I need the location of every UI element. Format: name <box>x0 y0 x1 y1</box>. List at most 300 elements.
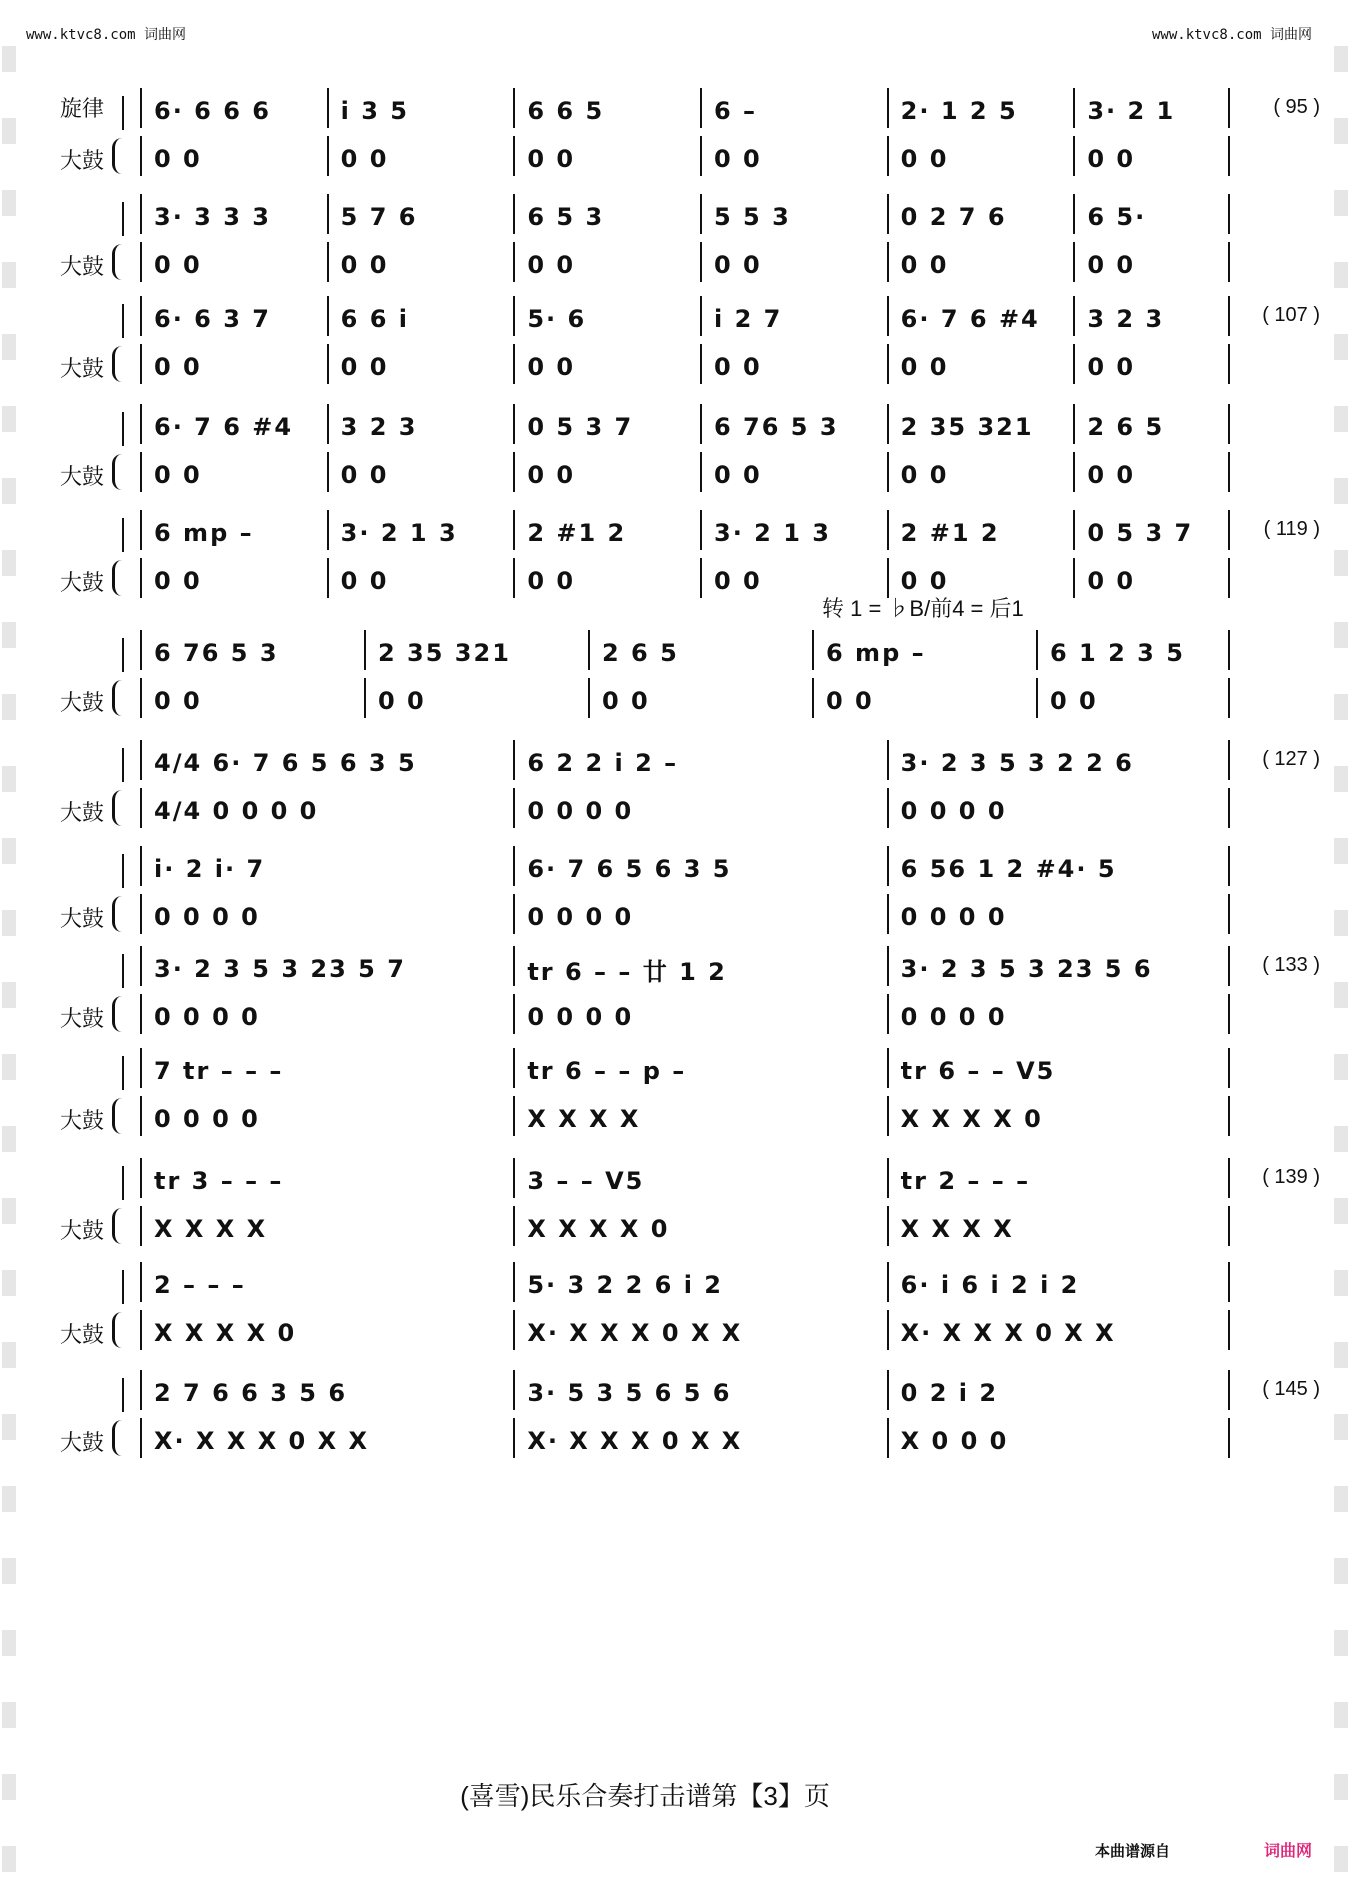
measure <box>527 1000 872 1034</box>
barline <box>364 630 366 670</box>
measure <box>527 302 686 336</box>
barline <box>887 452 889 492</box>
barline <box>1228 846 1230 886</box>
measure <box>714 458 873 492</box>
measure <box>714 410 873 444</box>
measure-notes: 2 6 5 <box>602 639 679 667</box>
barline <box>887 1370 889 1410</box>
drum-staff <box>140 1206 1230 1246</box>
measure <box>154 564 313 598</box>
drum-label: 大鼓 <box>60 906 105 931</box>
barline <box>513 242 515 282</box>
measure-notes: tr 3 – – – <box>154 1167 284 1195</box>
measure <box>154 794 499 828</box>
system-bracket-line <box>122 638 124 672</box>
measure <box>901 952 1246 986</box>
measure <box>154 516 313 550</box>
system-bracket-line <box>122 1056 124 1090</box>
score-system <box>60 404 1320 496</box>
barline <box>327 242 329 282</box>
measure-notes: tr 6 – – V5 <box>900 1057 1056 1085</box>
barline <box>1073 194 1075 234</box>
barline <box>513 88 515 128</box>
measure-notes: 3· 2 1 <box>1087 97 1176 125</box>
measure <box>901 1102 1246 1136</box>
measure-notes: 0 0 <box>154 687 202 715</box>
barline <box>513 846 515 886</box>
measure <box>901 746 1246 780</box>
barline <box>700 344 702 384</box>
measure-notes: 5 5 3 <box>714 203 791 231</box>
measure-number: ( 119 ) <box>1263 518 1320 540</box>
measure-notes: 6 mp – <box>154 519 254 547</box>
measure-notes: 0 5 3 7 <box>527 413 634 441</box>
measure <box>527 350 686 384</box>
barline <box>887 1206 889 1246</box>
measure-notes: 3· 2 1 3 <box>340 519 458 547</box>
melody-staff <box>140 296 1230 336</box>
brand-logo: 词曲网 <box>1263 1843 1312 1860</box>
measure-notes: 0 0 <box>1087 353 1136 381</box>
drum-label: 大鼓 <box>60 254 105 279</box>
measure-notes: X X X X <box>527 1105 641 1133</box>
measure <box>341 142 500 176</box>
barline <box>140 296 142 336</box>
measure-notes: 0 0 <box>1087 145 1136 173</box>
measure <box>901 200 1060 234</box>
measure <box>714 200 873 234</box>
barline <box>140 788 142 828</box>
drum-label: 大鼓 <box>60 1006 105 1031</box>
barline <box>513 1206 515 1246</box>
barline <box>513 1418 515 1458</box>
measure-notes: 4/4 6· 7 6 5 6 3 5 <box>154 749 417 777</box>
barline <box>513 194 515 234</box>
barline <box>140 510 142 550</box>
drum-label: 大鼓 <box>60 570 105 595</box>
melody-staff <box>140 740 1230 780</box>
measure <box>901 794 1246 828</box>
melody-staff <box>140 1262 1230 1302</box>
barline <box>140 558 142 598</box>
measure-notes: 6 – <box>714 97 758 125</box>
barline <box>140 1096 142 1136</box>
measure-notes: 0 0 <box>714 353 762 381</box>
barline <box>513 558 515 598</box>
measure-notes: 0 0 <box>378 687 426 715</box>
measure-notes: 0 0 <box>340 567 389 595</box>
measure-notes: 0 0 <box>340 251 389 279</box>
measure <box>901 94 1060 128</box>
drum-staff <box>140 678 1230 718</box>
measure <box>341 248 500 282</box>
measure-notes: 0 5 3 7 <box>1087 519 1194 547</box>
drum-staff <box>140 1310 1230 1350</box>
measure <box>154 248 313 282</box>
measure-notes: 0 0 <box>154 251 202 279</box>
measure-notes: 2 35 321 <box>378 639 511 667</box>
drum-bracket <box>112 1208 129 1244</box>
measure <box>154 1424 499 1458</box>
measure-notes: X· X X X 0 X X <box>527 1427 743 1455</box>
drum-staff <box>140 1418 1230 1458</box>
barline <box>1073 136 1075 176</box>
measure <box>602 636 798 670</box>
measure-notes: 6 56 1 2 #4· 5 <box>900 855 1117 883</box>
measure <box>901 142 1060 176</box>
measure <box>826 684 1022 718</box>
barline <box>513 1262 515 1302</box>
barline <box>513 296 515 336</box>
measure-notes: 6 76 5 3 <box>714 413 839 441</box>
drum-label: 大鼓 <box>60 1322 105 1347</box>
measure <box>154 1376 499 1410</box>
drum-label: 大鼓 <box>60 1218 105 1243</box>
barline <box>887 1096 889 1136</box>
barline <box>1228 136 1230 176</box>
measure <box>901 1376 1246 1410</box>
system-bracket-line <box>122 304 124 338</box>
system-bracket-line <box>122 202 124 236</box>
barline <box>700 136 702 176</box>
drum-bracket <box>112 790 129 826</box>
measure <box>154 1054 499 1088</box>
barline <box>1073 452 1075 492</box>
measure <box>527 410 686 444</box>
measure-notes: 2 – – – <box>154 1271 246 1299</box>
measure-notes: 0 0 <box>1087 251 1136 279</box>
barline <box>140 404 142 444</box>
measure <box>1087 410 1246 444</box>
system-bracket-line <box>122 1166 124 1200</box>
measure-notes: 0 0 <box>340 353 389 381</box>
barline <box>887 1158 889 1198</box>
measure-notes: 6· 7 6 #4 <box>900 305 1040 333</box>
measure <box>341 94 500 128</box>
measure-notes: 0 0 0 0 <box>900 1003 1007 1031</box>
score-system <box>60 846 1320 938</box>
drum-staff <box>140 558 1230 598</box>
barline <box>1228 344 1230 384</box>
measure <box>901 350 1060 384</box>
barline <box>140 1370 142 1410</box>
measure <box>901 458 1060 492</box>
score-system <box>60 596 1320 722</box>
barline <box>700 558 702 598</box>
barline <box>513 994 515 1034</box>
measure-number: ( 133 ) <box>1262 954 1320 976</box>
measure <box>527 1268 872 1302</box>
measure <box>527 458 686 492</box>
barline <box>1073 88 1075 128</box>
measure-notes: 0 0 <box>602 687 650 715</box>
measure <box>1087 248 1246 282</box>
melody-staff <box>140 1158 1230 1198</box>
barline <box>1228 1418 1230 1458</box>
measure <box>1087 200 1246 234</box>
measure <box>341 200 500 234</box>
drum-staff <box>140 994 1230 1034</box>
melody-staff <box>140 1048 1230 1088</box>
measure-notes: 6 76 5 3 <box>154 639 279 667</box>
key-change: 转 1 = ♭B/前4 = 后1 <box>822 596 1024 621</box>
measure-notes: 6 2 2 i 2 – <box>527 749 679 777</box>
score-system <box>60 194 1320 286</box>
barline <box>513 404 515 444</box>
measure <box>341 564 500 598</box>
barline <box>1228 1206 1230 1246</box>
barline <box>887 296 889 336</box>
barline <box>327 194 329 234</box>
drum-label: 大鼓 <box>60 690 105 715</box>
barline <box>812 630 814 670</box>
measure-notes: 0 0 <box>826 687 874 715</box>
barline <box>812 678 814 718</box>
drum-bracket <box>112 244 129 280</box>
barline <box>327 558 329 598</box>
barline <box>1228 894 1230 934</box>
measure <box>714 142 873 176</box>
measure <box>341 302 500 336</box>
measure <box>378 636 574 670</box>
measure <box>154 200 313 234</box>
measure-notes: 0 2 7 6 <box>900 203 1007 231</box>
measure-notes: 3 2 3 <box>1087 305 1165 333</box>
measure-notes: 0 0 <box>527 353 576 381</box>
melody-staff <box>140 194 1230 234</box>
measure <box>826 636 1022 670</box>
barline <box>140 846 142 886</box>
barline <box>887 1262 889 1302</box>
barline <box>887 1310 889 1350</box>
measure-notes: 0 0 <box>714 567 762 595</box>
score-system <box>60 510 1320 602</box>
barline <box>327 344 329 384</box>
barline <box>1228 1048 1230 1088</box>
barline <box>513 344 515 384</box>
measure-notes: 3· 2 3 5 3 2 2 6 <box>900 749 1134 777</box>
barline <box>588 678 590 718</box>
measure <box>527 248 686 282</box>
measure <box>154 684 350 718</box>
measure <box>154 952 499 986</box>
header-right: www.ktvc8.com 词曲网 <box>1151 27 1312 43</box>
measure-notes: 6 5 3 <box>527 203 605 231</box>
melody-staff <box>140 88 1230 128</box>
barline <box>1228 1262 1230 1302</box>
measure-notes: 0 0 <box>154 567 202 595</box>
measure <box>901 852 1246 886</box>
barline <box>700 452 702 492</box>
measure-notes: 6· 7 6 5 6 3 5 <box>527 855 732 883</box>
barline <box>887 994 889 1034</box>
measure-notes: 0 0 0 0 <box>154 1105 260 1133</box>
barline <box>140 344 142 384</box>
measure-notes: 3· 2 3 5 3 23 5 7 <box>154 955 406 983</box>
drum-label: 大鼓 <box>60 148 105 173</box>
system-bracket-line <box>122 1378 124 1412</box>
measure-notes: 2 6 5 <box>1087 413 1165 441</box>
measure <box>527 142 686 176</box>
measure <box>714 350 873 384</box>
measure <box>901 1164 1246 1198</box>
barline <box>1228 194 1230 234</box>
barline <box>140 946 142 986</box>
barline <box>1228 88 1230 128</box>
header-left: www.ktvc8.com 词曲网 <box>26 27 187 43</box>
barline <box>327 88 329 128</box>
barline <box>1073 296 1075 336</box>
score-system <box>60 1262 1320 1354</box>
measure <box>154 302 313 336</box>
measure <box>1087 516 1246 550</box>
measure <box>154 410 313 444</box>
barline <box>140 1158 142 1198</box>
measure-notes: 6 6 5 <box>527 97 605 125</box>
measure <box>341 458 500 492</box>
measure <box>1087 142 1246 176</box>
drum-label: 大鼓 <box>60 356 105 381</box>
measure-notes: 0 0 <box>1087 567 1136 595</box>
system-bracket-line <box>122 412 124 446</box>
score-system <box>60 296 1320 388</box>
measure <box>901 248 1060 282</box>
drum-label: 大鼓 <box>60 1108 105 1133</box>
barline <box>513 788 515 828</box>
barline <box>140 1206 142 1246</box>
drum-bracket <box>112 560 129 596</box>
barline <box>700 404 702 444</box>
measure-notes: 0 0 <box>900 251 949 279</box>
measure-notes: 6 5· <box>1087 203 1147 231</box>
measure-notes: 6 6 i <box>340 305 409 333</box>
measure-notes: 6· 6 6 6 <box>154 97 271 125</box>
barline <box>1073 558 1075 598</box>
measure-notes: 5 7 6 <box>340 203 418 231</box>
drum-bracket <box>112 138 129 174</box>
measure-notes: X· X X X 0 X X <box>527 1319 743 1347</box>
measure <box>341 516 500 550</box>
barline <box>1073 242 1075 282</box>
measure <box>527 200 686 234</box>
barline <box>513 1048 515 1088</box>
drum-bracket <box>112 896 129 932</box>
drum-bracket <box>112 1098 129 1134</box>
barline <box>140 994 142 1034</box>
barline <box>327 296 329 336</box>
measure <box>154 1102 499 1136</box>
barline <box>140 1310 142 1350</box>
barline <box>513 894 515 934</box>
barline <box>1228 788 1230 828</box>
barline <box>140 452 142 492</box>
system-bracket-line <box>122 96 124 130</box>
measure <box>901 302 1060 336</box>
measure <box>154 142 313 176</box>
measure-notes: tr 6 – – p – <box>527 1057 687 1085</box>
measure <box>901 1316 1246 1350</box>
barline <box>700 296 702 336</box>
measure <box>527 1164 872 1198</box>
measure-notes: 0 0 <box>714 461 762 489</box>
drum-staff <box>140 1096 1230 1136</box>
measure-notes: X· X X X 0 X X <box>900 1319 1116 1347</box>
drum-staff <box>140 242 1230 282</box>
measure <box>602 684 798 718</box>
barline <box>140 242 142 282</box>
barline <box>513 740 515 780</box>
barline <box>700 88 702 128</box>
measure-notes: 0 0 <box>714 251 762 279</box>
barline <box>140 88 142 128</box>
measure-notes: 0 0 <box>154 461 202 489</box>
barline <box>1073 510 1075 550</box>
barline <box>1228 994 1230 1034</box>
measure-notes: 0 0 <box>1087 461 1136 489</box>
measure-notes: 0 0 0 0 <box>900 903 1007 931</box>
measure-notes: X X X X 0 <box>154 1319 297 1347</box>
measure-notes: 7 tr – – – <box>154 1057 284 1085</box>
drum-staff <box>140 344 1230 384</box>
measure <box>154 1000 499 1034</box>
drum-label: 大鼓 <box>60 1430 105 1455</box>
barline <box>887 344 889 384</box>
measure-notes: 0 0 <box>527 567 576 595</box>
system-bracket-line <box>122 748 124 782</box>
measure-notes: 0 0 0 0 <box>527 903 634 931</box>
measure-notes: 2· 1 2 5 <box>900 97 1018 125</box>
source-label: 本曲谱源自 <box>1094 1843 1170 1860</box>
measure-notes: 3· 2 3 5 3 23 5 6 <box>900 955 1153 983</box>
measure-number: ( 107 ) <box>1262 304 1320 326</box>
measure-number: ( 95 ) <box>1273 96 1320 118</box>
barline <box>887 242 889 282</box>
system-bracket-line <box>122 954 124 988</box>
measure-notes: 0 0 <box>1050 687 1098 715</box>
measure-notes: 0 0 <box>340 461 389 489</box>
measure <box>901 410 1060 444</box>
barline <box>140 630 142 670</box>
barline <box>700 510 702 550</box>
measure <box>1050 636 1246 670</box>
measure <box>901 1000 1246 1034</box>
barline <box>1228 1370 1230 1410</box>
measure <box>154 1212 499 1246</box>
barline <box>513 136 515 176</box>
measure <box>341 410 500 444</box>
measure-notes: 0 0 <box>154 145 202 173</box>
measure-notes: 3 2 3 <box>340 413 418 441</box>
system-bracket-line <box>122 518 124 552</box>
measure-notes: 2 7 6 6 3 5 6 <box>154 1379 348 1407</box>
measure-notes: tr 6 – – 廿 1 2 <box>527 957 727 986</box>
measure <box>527 952 872 986</box>
measure <box>527 794 872 828</box>
score-system <box>60 1370 1320 1462</box>
measure-notes: i 3 5 <box>340 97 409 125</box>
measure-notes: 6 mp – <box>826 639 926 667</box>
measure <box>1087 94 1246 128</box>
measure <box>527 564 686 598</box>
score-system <box>60 88 1320 180</box>
measure <box>1087 564 1246 598</box>
barline <box>513 1370 515 1410</box>
system-bracket-line <box>122 854 124 888</box>
barline <box>887 894 889 934</box>
barline <box>1228 296 1230 336</box>
barline <box>513 946 515 986</box>
measure <box>714 302 873 336</box>
